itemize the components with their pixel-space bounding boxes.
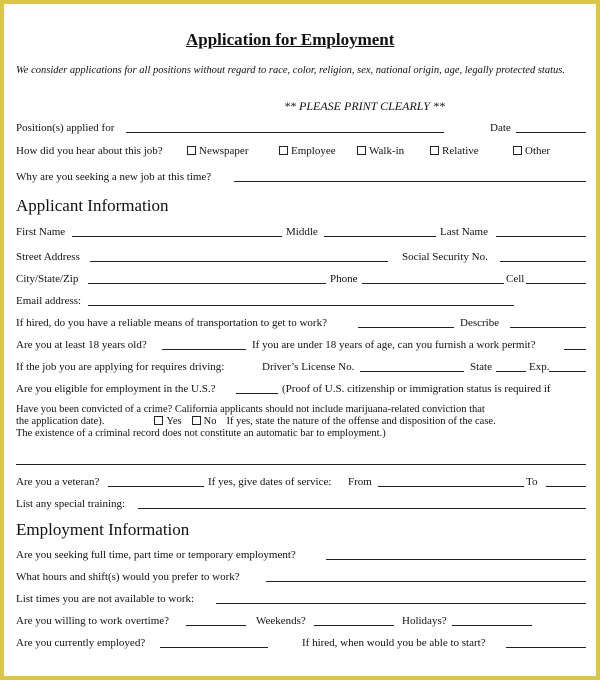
eligible-field[interactable] (236, 393, 278, 394)
fulltime-field[interactable] (326, 559, 586, 560)
city-field[interactable] (88, 283, 326, 284)
employed-label: Are you currently employed? (16, 637, 146, 649)
phone-label: Phone (330, 273, 358, 285)
first-name-label: First Name (16, 226, 66, 238)
cell-label: Cell (506, 273, 525, 285)
checkbox-icon[interactable] (187, 146, 196, 155)
conviction-question: Have you been convicted of a crime? California applicants should not include marijuana-related conviction that the application date). Yes No If yes, state the nature of the offense and disposition of the case. The existence of a criminal record does not constitute an automatic bar to employment.) (16, 404, 588, 440)
from-label: From (348, 476, 372, 488)
ssn-label: Social Security No. (402, 251, 488, 263)
overtime-label: Are you willing to work overtime? (16, 615, 170, 627)
exp-label: Exp. (529, 361, 550, 373)
last-name-field[interactable] (496, 236, 586, 237)
from-field[interactable] (378, 486, 524, 487)
conviction-details-field[interactable] (16, 464, 586, 465)
ssn-field[interactable] (500, 261, 586, 262)
option-newspaper[interactable]: Newspaper (187, 145, 248, 157)
holidays-field[interactable] (452, 625, 532, 626)
under18-label: If you are under 18 years of age, can you furnish a work permit? (252, 339, 536, 351)
license-label: Driver’s License No. (262, 361, 355, 373)
position-label: Position(s) applied for (16, 122, 115, 134)
email-label: Email address: (16, 295, 82, 307)
intro-text: We consider applications for all positions without regard to race, color, religion, sex, national origin, age, legally protected status. (16, 65, 565, 76)
overtime-field[interactable] (186, 625, 246, 626)
not-available-field[interactable] (216, 603, 586, 604)
training-label: List any special training: (16, 498, 126, 510)
phone-field[interactable] (362, 283, 504, 284)
transport-field[interactable] (358, 327, 454, 328)
option-employee[interactable]: Employee (279, 145, 336, 157)
why-field[interactable] (234, 181, 586, 182)
proof-note: (Proof of U.S. citizenship or immigration status is required if (282, 383, 551, 395)
driving-label: If the job you are applying for requires driving: (16, 361, 225, 373)
license-field[interactable] (360, 371, 464, 372)
under18-field[interactable] (564, 349, 586, 350)
checkbox-icon[interactable] (357, 146, 366, 155)
hear-label: How did you hear about this job? (16, 145, 163, 157)
to-field[interactable] (546, 486, 586, 487)
print-notice: ** PLEASE PRINT CLEARLY ** (284, 99, 445, 113)
street-field[interactable] (90, 261, 388, 262)
street-label: Street Address (16, 251, 80, 263)
to-label: To (526, 476, 538, 488)
not-available-label: List times you are not available to work: (16, 593, 195, 605)
checkbox-icon[interactable] (513, 146, 522, 155)
employed-field[interactable] (160, 647, 268, 648)
checkbox-icon[interactable] (279, 146, 288, 155)
application-form (4, 4, 596, 676)
middle-field[interactable] (324, 236, 436, 237)
fulltime-label: Are you seeking full time, part time or temporary employment? (16, 549, 296, 561)
training-field[interactable] (138, 508, 586, 509)
age18-field[interactable] (162, 349, 246, 350)
option-relative[interactable]: Relative (430, 145, 479, 157)
eligible-label: Are you eligible for employment in the U.S.? (16, 383, 216, 395)
last-name-label: Last Name (440, 226, 488, 238)
age18-label: Are you at least 18 years old? (16, 339, 147, 351)
middle-label: Middle (286, 226, 318, 238)
date-field[interactable] (516, 132, 586, 133)
option-other[interactable]: Other (513, 145, 550, 157)
hours-field[interactable] (266, 581, 586, 582)
conviction-answer-row: the application date). Yes No If yes, state the nature of the offense and disposition of the case. (16, 416, 496, 427)
state-field[interactable] (496, 371, 526, 372)
holidays-label: Holidays? (402, 615, 447, 627)
email-field[interactable] (88, 305, 514, 306)
start-field[interactable] (506, 647, 586, 648)
dates-service-label: If yes, give dates of service: (208, 476, 332, 488)
checkbox-icon[interactable] (430, 146, 439, 155)
city-label: City/State/Zip (16, 273, 79, 285)
start-label: If hired, when would you be able to start? (302, 637, 486, 649)
cell-field[interactable] (526, 283, 586, 284)
applicant-heading: Applicant Information (16, 196, 169, 215)
state-label: State (470, 361, 492, 373)
form-title: Application for Employment (186, 30, 395, 49)
exp-field[interactable] (549, 371, 586, 372)
first-name-field[interactable] (72, 236, 282, 237)
employment-heading: Employment Information (16, 520, 190, 539)
no-checkbox-icon[interactable] (192, 416, 201, 425)
yes-checkbox-icon[interactable] (154, 416, 163, 425)
date-label: Date (490, 122, 511, 134)
veteran-field[interactable] (108, 486, 204, 487)
option-walk-in[interactable]: Walk-in (357, 145, 404, 157)
transport-label: If hired, do you have a reliable means of transportation to get to work? (16, 317, 327, 329)
weekends-field[interactable] (314, 625, 394, 626)
veteran-label: Are you a veteran? (16, 476, 100, 488)
describe-field[interactable] (510, 327, 586, 328)
why-label: Why are you seeking a new job at this time? (16, 171, 212, 183)
position-field[interactable] (126, 132, 444, 133)
describe-label: Describe (460, 317, 500, 329)
weekends-label: Weekends? (256, 615, 306, 627)
hours-label: What hours and shift(s) would you prefer to work? (16, 571, 240, 583)
